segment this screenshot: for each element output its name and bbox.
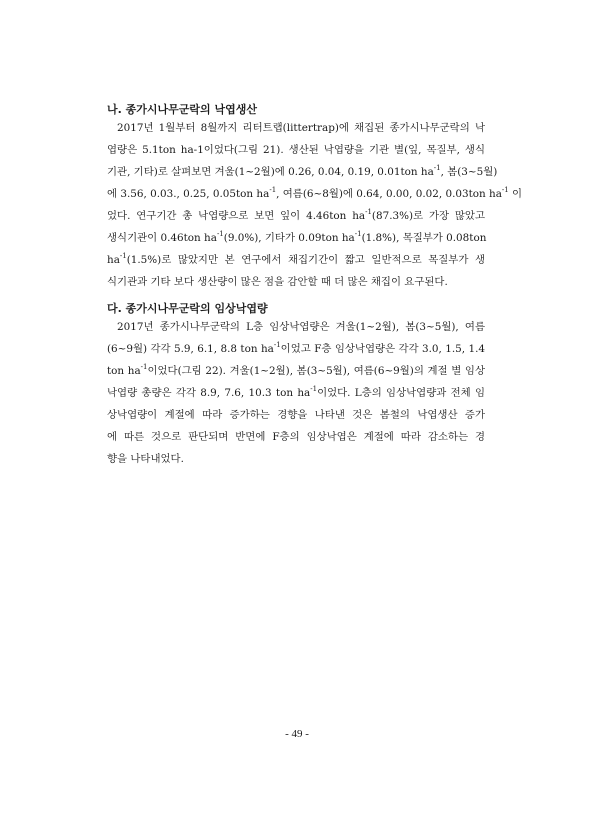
text-line: (6~9월) 각각 5.9, 6.1, 8.8 ton $ha^{-1}$이었고 F층 임상낙엽량은 각각 3.0, 1.5, 1.4 (107, 341, 486, 355)
paragraph-floor-litter (107, 316, 485, 470)
text-line: 에 3.56, 0.03., 0.25, 0.05ton $ha^{-1}$, 여름(6~8월)에 0.64, 0.00, 0.02, 0.03ton $ha^{-1}$ 이 (107, 186, 523, 200)
page-number: - 49 - (285, 728, 309, 740)
text-line: 었다. 연구기간 총 낙엽량으로 보면 잎이 4.46ton $ha^{-1}(87.3\%)$로 가장 많았고 (107, 208, 485, 222)
paragraph-litter-production (107, 117, 523, 293)
text-line: 2017년 1월부터 8월까지 리터트랩(littertrap)에 채집된 종가시나무군락의 낙 (117, 122, 485, 134)
text-line: ton $ha^{-1}$이었다(그림 22). 겨울(1~2월), 봄(3~5월), 여름(6~9월)의 계절 별 임상 (107, 363, 485, 377)
text-line: $ha^{-1}(1.5\%)$로 많았지만 본 연구에서 채집기간이 짧고 일반적으로 목질부가 생 (107, 252, 485, 266)
text-line: 낙엽량 총량은 각각 8.9, 7.6, 10.3 ton $ha^{-1}$이었다. L층의 임상낙엽량과 전체 임 (107, 385, 486, 399)
text-line: 향을 나타내었다. (107, 453, 184, 465)
section-heading-floor-litter: 다. 종가시나무군락의 임상낙엽량 (107, 302, 268, 315)
text-line: 엽량은 5.1ton ha-1이었다(그림 21). 생산된 낙엽량을 기관 별(잎, 목질부, 생식 (107, 144, 485, 156)
text-line: 2017년 종가시나무군락의 L층 임상낙엽량은 겨울(1~2월), 봄(3~5월), 여름 (117, 321, 485, 333)
text-line: 식기관과 기타 보다 생산량이 많은 점을 감안할 때 더 많은 채집이 요구된다. (107, 276, 448, 288)
text-line: 에 따른 것으로 판단되며 반면에 F층의 임상낙엽은 계절에 따라 감소하는 경 (107, 431, 485, 443)
text-line: 생식기관이 0.46ton $ha^{-1}(9.0\%)$, 기타가 0.09ton $ha^{-1}(1.8\%)$, 목질부가 0.08ton (107, 230, 487, 244)
text-line: 기관, 기타)로 살펴보면 겨울(1~2월)에 0.26, 0.04, 0.19, 0.01ton $ha^{-1}$, 봄(3~5월) (107, 164, 498, 178)
section-heading-litter-production: 나. 종가시나무군락의 낙엽생산 (107, 103, 257, 116)
text-line: 상낙엽량이 계절에 따라 증가하는 경향을 나타낸 것은 봄철의 낙엽생산 증가 (107, 409, 485, 421)
